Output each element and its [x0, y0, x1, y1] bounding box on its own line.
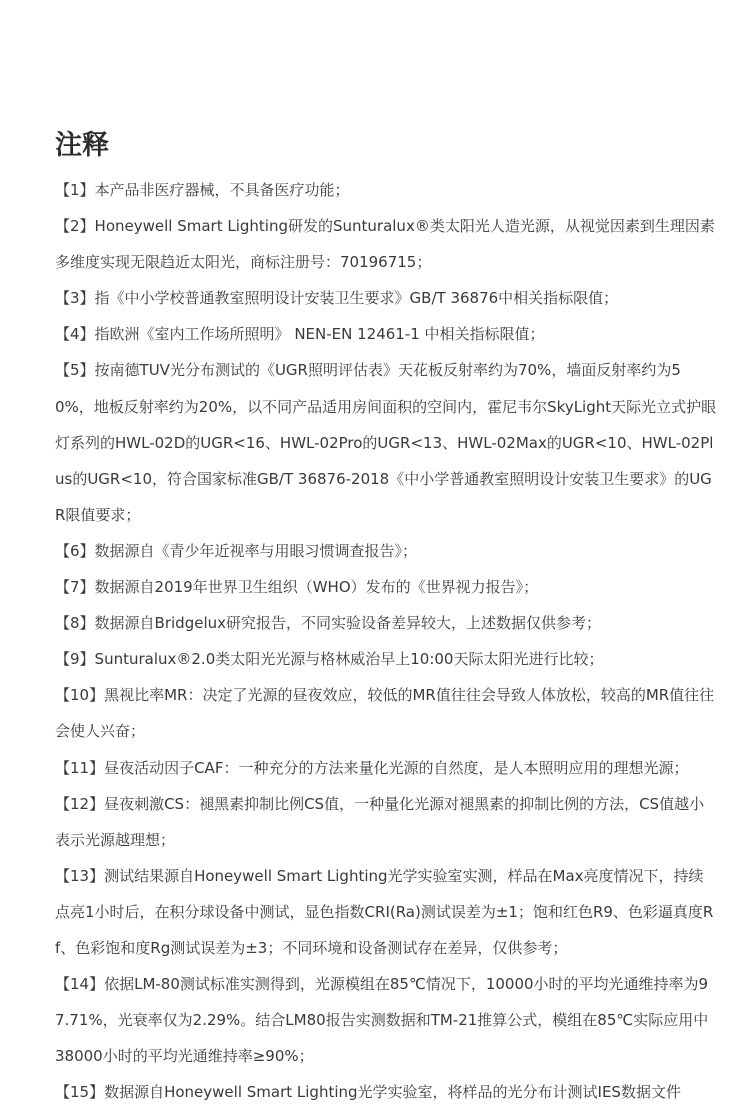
page-title: 注释	[55, 130, 109, 161]
note-item: 【11】昼夜活动因子CAF：一种充分的方法来量化光源的自然度，是人本照明应用的理想光源；	[55, 758, 689, 777]
note-item: 【12】昼夜刺激CS：褪黑素抑制比例CS值，一种量化光源对褪黑素的抑制比例的方法，CS值越小表示光源越理想；	[55, 794, 705, 849]
note-item: 【14】依据LM-80测试标准实测得到，光源模组在85℃情况下，10000小时的平均光通维持率为97.71%，光衰率仅为2.29%。结合LM80报告实测数据和TM-21推算公式，模组在85℃实际应用中38000小时的平均光通维持率≥90%；	[55, 975, 709, 1066]
note-item: 【13】测试结果源自Honeywell Smart Lighting光学实验室实测，样品在Max亮度情况下，持续点亮1小时后，在积分球设备中测试，显色指数CRI(Ra)测试误差为±1；饱和红色R9、色彩逼真度Rf、色彩饱和度Rg测试误差为±3；不同环境和设备测试存在差异，仅供参考；	[55, 866, 714, 957]
note-item: 【6】数据源自《青少年近视率与用眼习惯调查报告》；	[55, 541, 418, 560]
note-item: 【10】黑视比率MR：决定了光源的昼夜效应，较低的MR值往往会导致人体放松，较高的MR值往往会使人兴奋；	[55, 686, 715, 741]
note-item: 【7】数据源自2019年世界卫生组织（WHO）发布的《世界视力报告》；	[55, 578, 539, 597]
note-item: 【4】指欧洲《室内工作场所照明》 NEN-EN 12461-1 中相关指标限值；	[55, 325, 545, 344]
note-item: 【8】数据源自Bridgelux研究报告，不同实验设备差异较大，上述数据仅供参考；	[55, 614, 601, 633]
note-item: 【3】指《中小学校普通教室照明设计安装卫生要求》GB/T 36876中相关指标限值；	[55, 289, 619, 308]
notes-list	[55, 172, 717, 1110]
note-item: 【15】数据源自Honeywell Smart Lighting光学实验室，将样品的光分布计测试IES数据文件	[55, 1083, 681, 1102]
note-item: 【1】本产品非医疗器械，不具备医疗功能；	[55, 181, 350, 199]
note-item: 【2】Honeywell Smart Lighting研发的Sunturalux®类太阳光人造光源，从视觉因素到生理因素多维度实现无限趋近太阳光，商标注册号：70196715；	[55, 217, 715, 272]
note-item: 【5】按南德TUV光分布测试的《UGR照明评估表》天花板反射率约为70%，墙面反射率约为50%，地板反射率约为20%，以不同产品适用房间面积的空间内，霍尼韦尔SkyLight天际光立式护眼灯系列的HWL-02D的UGR<16、HWL-02Pro的UGR<13、HWL-02Max的UGR<10、HWL-02Plus的UGR<10，符合国家标准GB/T 36876-2018《中小学普通教室照明设计安装卫生要求》的UGR限值要求；	[55, 361, 717, 524]
note-item: 【9】Sunturalux®2.0类太阳光光源与格林威治早上10:00天际太阳光进行比较；	[55, 650, 604, 669]
